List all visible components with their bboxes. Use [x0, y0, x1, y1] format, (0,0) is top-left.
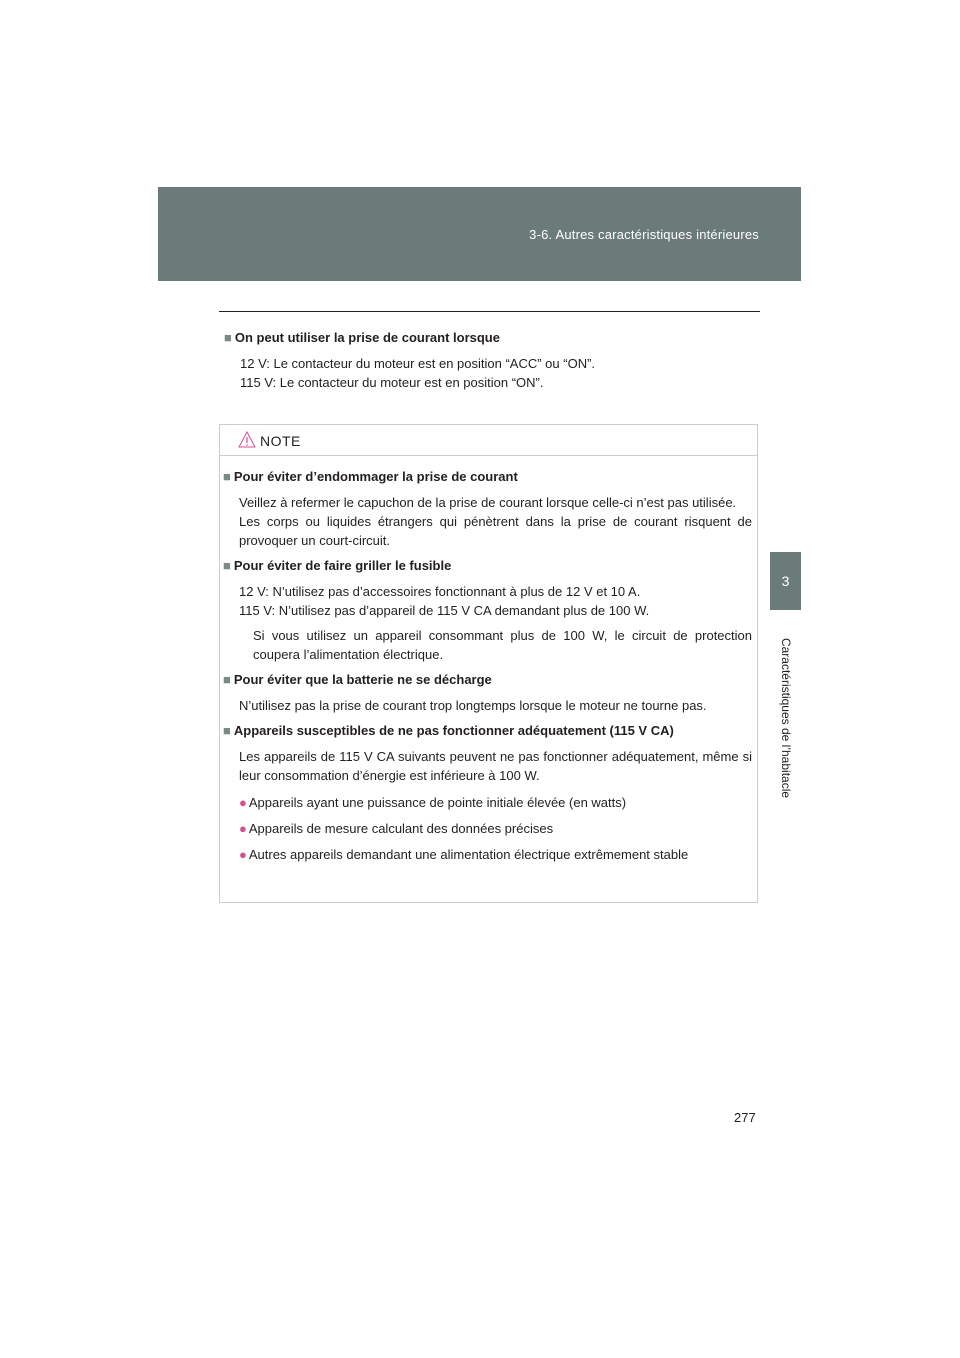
list-item: ● Autres appareils demandant une alimentation électrique extrêmement stable — [239, 847, 689, 862]
note-body — [220, 456, 757, 864]
warning-triangle-icon — [238, 431, 256, 448]
round-bullet-icon: ● — [239, 795, 247, 810]
note-heading: ■ Pour éviter d’endommager la prise de courant — [223, 469, 518, 484]
note-paragraph: 12 V: N’utilisez pas d’accessoires fonctionnant à plus de 12 V et 10 A. 115 V: N’utilisez pas d’appareil de 115 V CA demandant plus de 100 W. — [239, 584, 650, 618]
note-title: NOTE — [260, 433, 301, 449]
round-bullet-icon: ● — [239, 821, 247, 836]
list-item: ● Appareils de mesure calculant des données précises — [239, 821, 554, 836]
usage-line: 115 V: Le contacteur du moteur est en position “ON”. — [240, 375, 544, 390]
round-bullet-icon: ● — [239, 847, 247, 862]
note-heading: ■ Pour éviter que la batterie ne se décharge — [223, 672, 492, 687]
usage-heading: ■ On peut utiliser la prise de courant lorsque — [224, 330, 500, 345]
chapter-tab: 3 — [770, 552, 801, 610]
square-bullet-icon: ■ — [223, 558, 231, 573]
note-heading: ■ Appareils susceptibles de ne pas fonctionner adéquatement (115 V CA) — [223, 723, 674, 738]
section-divider — [219, 311, 760, 312]
usage-section — [224, 330, 754, 392]
note-paragraph: Si vous utilisez un appareil consommant plus de 100 W, le circuit de protection coupera l’alimentation électrique. — [253, 628, 752, 662]
list-item: ● Appareils ayant une puissance de pointe initiale élevée (en watts) — [239, 795, 627, 810]
section-title: 3-6. Autres caractéristiques intérieures — [529, 227, 759, 242]
note-paragraph: N’utilisez pas la prise de courant trop longtemps lorsque le moteur ne tourne pas. — [239, 698, 707, 713]
usage-line: 12 V: Le contacteur du moteur est en position “ACC” ou “ON”. — [240, 356, 596, 371]
note-paragraph: Les appareils de 115 V CA suivants peuvent ne pas fonctionner adéquatement, même si leur consommation d’énergie est inférieure à 100 W. — [239, 749, 752, 783]
note-paragraph: Veillez à refermer le capuchon de la prise de courant lorsque celle-ci n’est pas utilisée. Les corps ou liquides étrangers qui pénètrent dans la prise de courant risquent de provoquer un court-circuit. — [239, 495, 752, 548]
square-bullet-icon: ■ — [223, 469, 231, 484]
square-bullet-icon: ■ — [223, 723, 231, 738]
note-box — [219, 424, 758, 903]
chapter-label: Caractéristiques de l’habitacle — [779, 637, 793, 799]
note-header — [220, 425, 757, 456]
header-band — [158, 187, 801, 281]
note-heading: ■ Pour éviter de faire griller le fusible — [223, 558, 452, 573]
page-number: 277 — [734, 1110, 756, 1125]
square-bullet-icon: ■ — [223, 672, 231, 687]
square-bullet-icon: ■ — [224, 330, 232, 345]
